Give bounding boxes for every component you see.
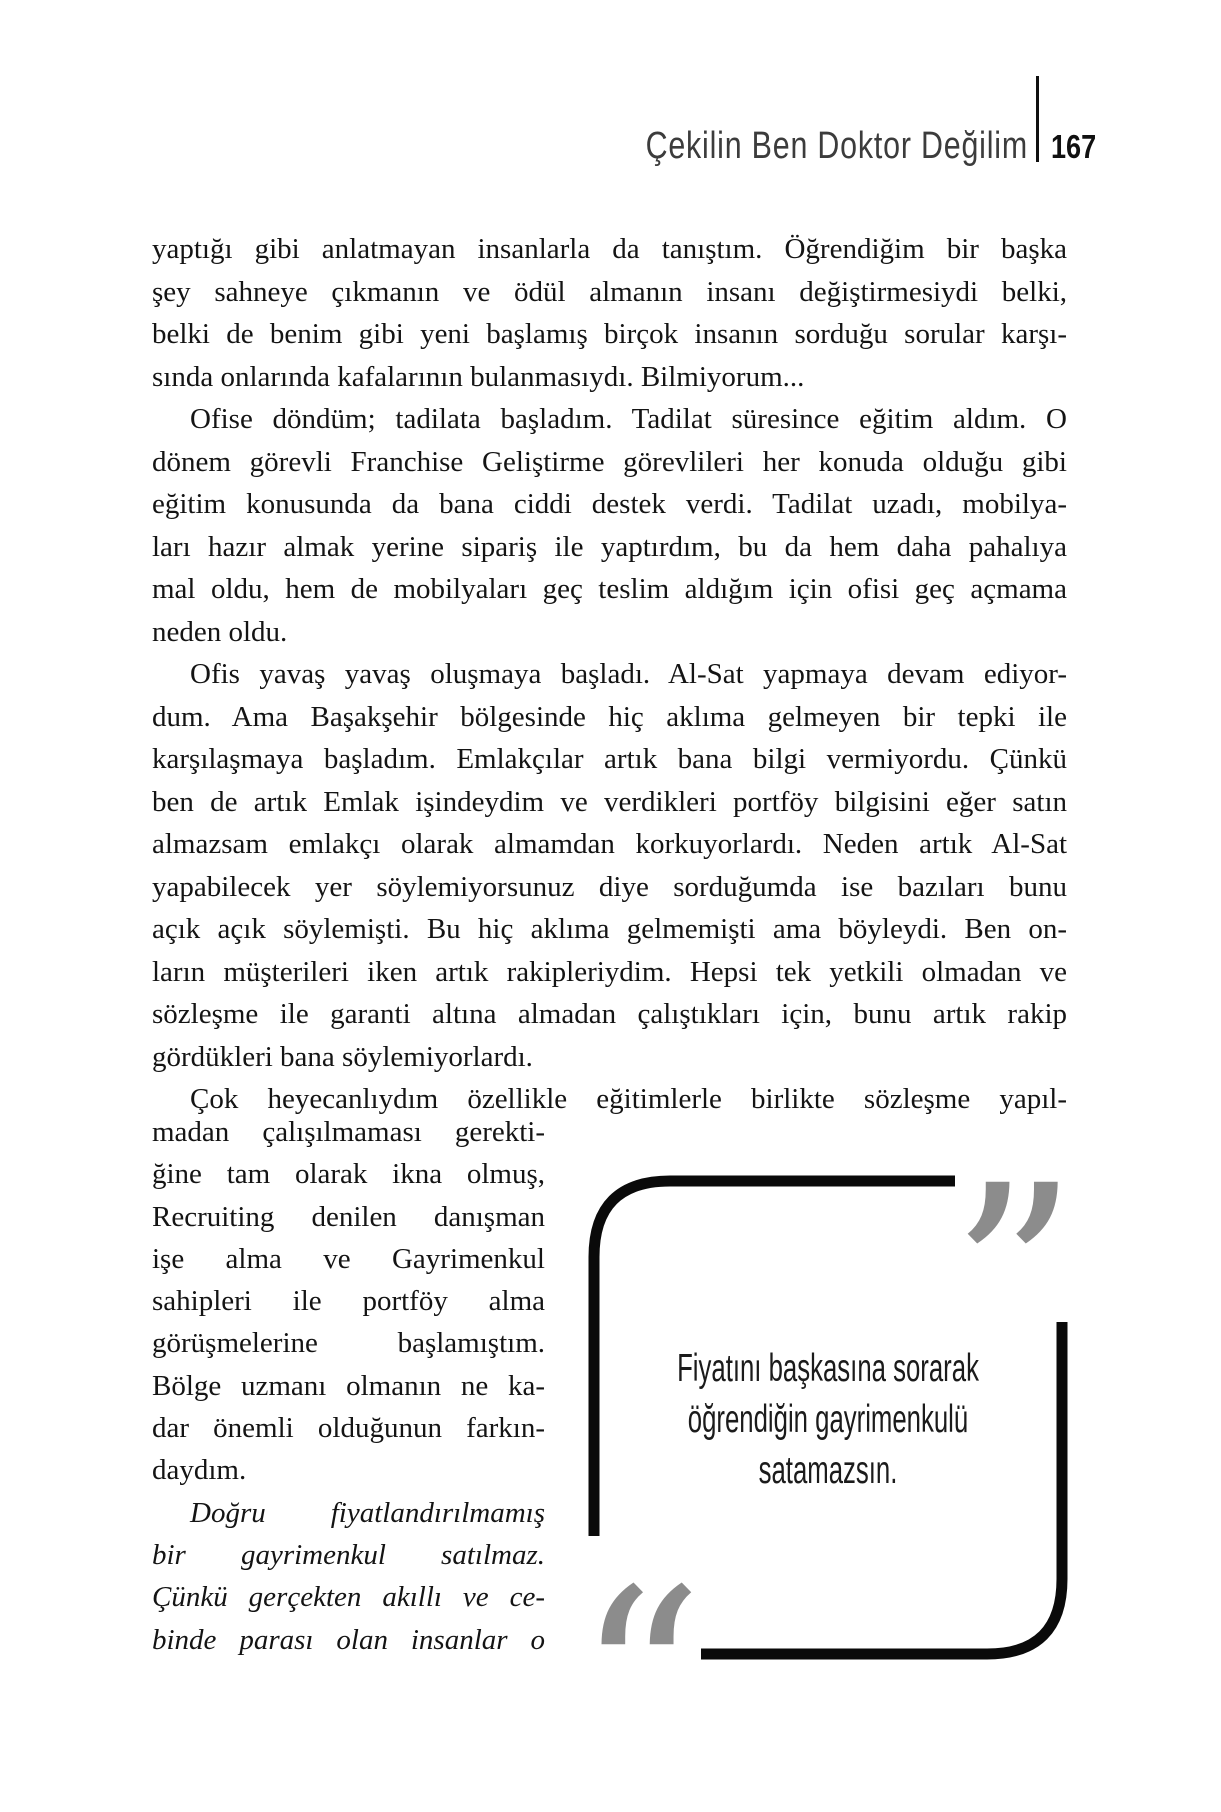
running-header-title: Çekilin Ben Doktor Değilim: [645, 125, 1028, 167]
text-line: karşılaşmaya başladım. Emlakçılar artık bana bilgi vermiyordu. Çünkü: [152, 743, 1067, 775]
text-line: Doğru fiyatlandırılmamış: [190, 1496, 545, 1529]
text-line: işe alma ve Gayrimenkul: [152, 1242, 545, 1275]
text-line: dum. Ama Başakşehir bölgesinde hiç aklıma gelmeyen bir tepki ile: [152, 700, 1067, 733]
text-line: Ofise döndüm; tadilata başladım. Tadilat süresince eğitim aldım. O: [190, 403, 1067, 435]
text-line: Çünkü gerçekten akıllı ve ce-: [152, 1581, 545, 1614]
text-line: ları hazır almak yerine sipariş ile yaptırdım, bu da hem daha pahalıya: [152, 530, 1067, 563]
text-line: madan çalışılmaması gerekti-: [152, 1116, 545, 1148]
text-line: dar önemli olduğunun farkın-: [152, 1412, 545, 1445]
text-line: ben de artık Emlak işindeydim ve verdikleri portföy bilgisini eğer satın: [152, 785, 1067, 818]
header-divider: [1036, 76, 1039, 162]
text-line: bir gayrimenkul satılmaz.: [152, 1538, 545, 1571]
pull-quote-line: satamazsın.: [758, 1449, 898, 1492]
text-line: Bölge uzmanı olmanın ne ka-: [152, 1369, 545, 1402]
text-line: mal oldu, hem de mobilyaları geç teslim aldığım için ofisi geç açmama: [152, 573, 1067, 605]
wrapped-text-column: [152, 1111, 545, 1661]
pull-quote-line: öğrendiğin gayrimenkulü: [687, 1398, 969, 1441]
opening-quote-icon: “: [576, 1536, 704, 1812]
text-line: Recruiting denilen danışman: [152, 1200, 545, 1233]
text-line: sahipleri ile portföy alma: [152, 1285, 545, 1318]
text-line: daydım.: [152, 1454, 247, 1487]
text-line: ğine tam olarak ikna olmuş,: [152, 1158, 545, 1191]
text-line: yaptığı gibi anlatmayan insanlarla da tanıştım. Öğrendiğim bir başka: [152, 233, 1067, 265]
text-line: eğitim konusunda da bana ciddi destek verdi. Tadilat uzadı, mobilya-: [152, 488, 1067, 520]
text-line: dönem görevli Franchise Geliştirme görevlileri her konuda olduğu gibi: [152, 445, 1067, 478]
text-line: binde parası olan insanlar o: [152, 1623, 545, 1656]
main-text-column: [152, 228, 1067, 1121]
text-line: görüşmelerine başlamıştım.: [152, 1327, 545, 1360]
text-line: almazsam emlakçı olarak almamdan korkuyorlardı. Neden artık Al-Sat: [152, 828, 1067, 860]
pull-quote-line: Fiyatını başkasına sorarak: [677, 1347, 979, 1390]
pull-quote-box: [576, 1132, 1078, 1812]
page-number: 167: [1051, 128, 1097, 165]
text-line: Çok heyecanlıydım özellikle eğitimlerle birlikte sözleşme yapıl-: [190, 1083, 1067, 1115]
text-line: belki de benim gibi yeni başlamış birçok insanın sorduğu sorular karşı-: [152, 318, 1067, 350]
text-line: yapabilecek yer söylemiyorsunuz diye sorduğumda ise bazıları bunu: [152, 870, 1067, 903]
text-line: açık açık söylemişti. Bu hiç aklıma gelmemişti ama böyleydi. Ben on-: [152, 913, 1067, 945]
text-line: gördükleri bana söylemiyorlardı.: [152, 1040, 533, 1073]
text-line: ların müşterileri iken artık rakipleriydim. Hepsi tek yetkili olmadan ve: [152, 955, 1067, 988]
text-line: sözleşme ile garanti altına almadan çalıştıkları için, bunu artık rakip: [152, 998, 1067, 1030]
pull-quote-text: [643, 1343, 1013, 1496]
closing-quote-icon: ”: [950, 1132, 1078, 1423]
text-line: sında onlarında kafalarının bulanmasıydı. Bilmiyorum...: [152, 360, 805, 393]
text-line: neden oldu.: [152, 615, 288, 648]
text-line: Ofis yavaş yavaş oluşmaya başladı. Al-Sat yapmaya devam ediyor-: [190, 658, 1067, 690]
text-line: şey sahneye çıkmanın ve ödül almanın insanı değiştirmesiydi belki,: [152, 275, 1067, 308]
